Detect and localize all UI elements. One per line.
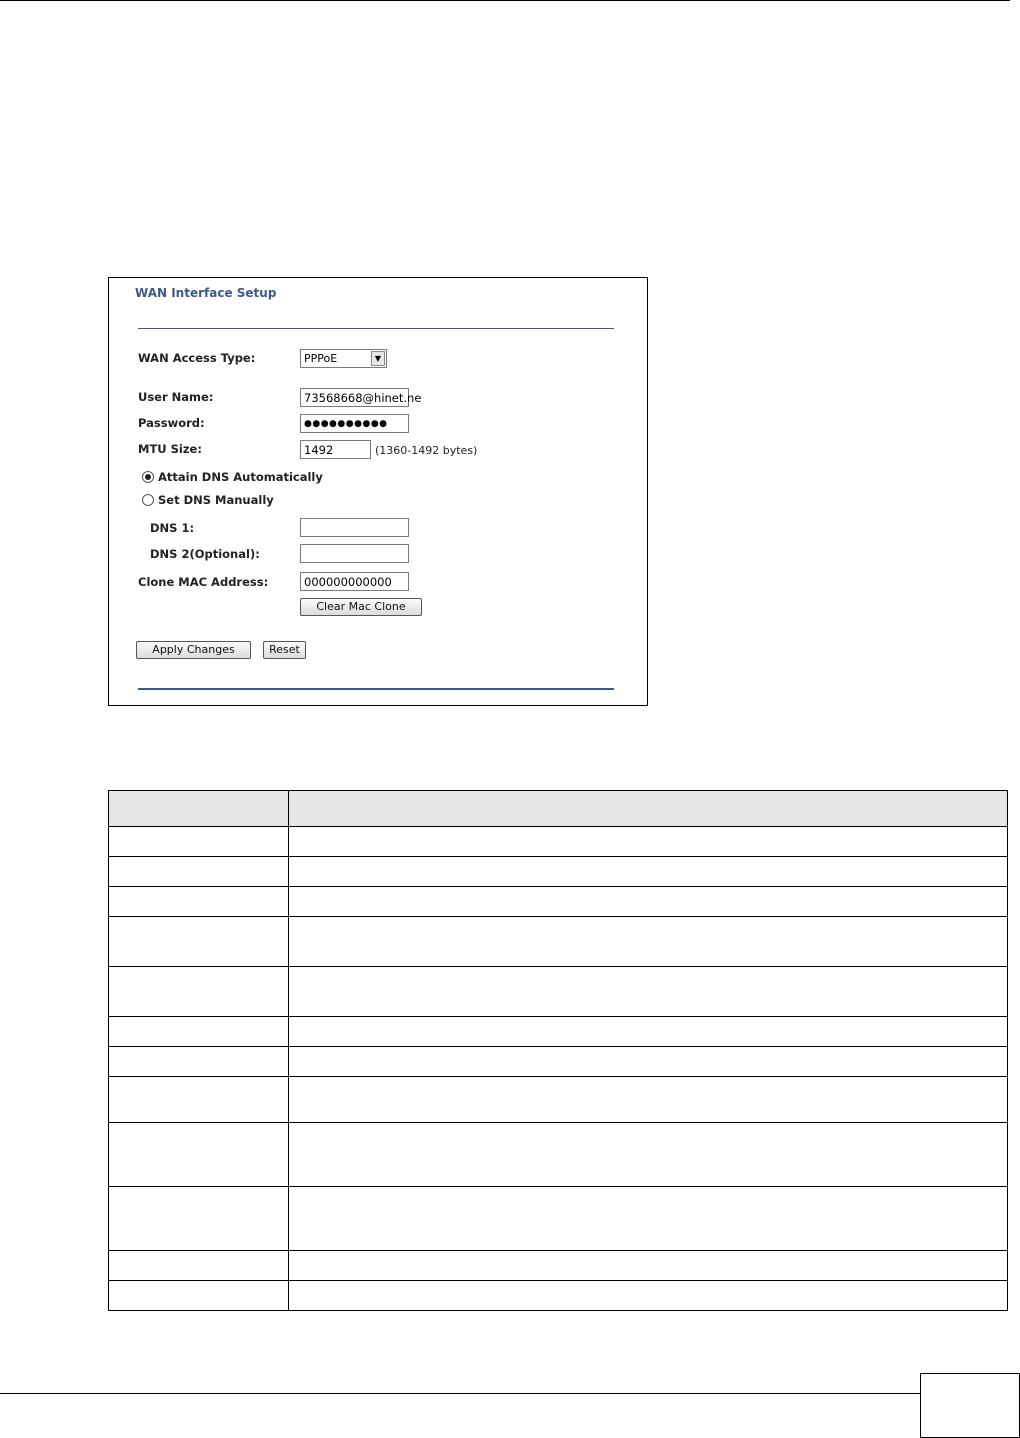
table-cell: [289, 827, 1008, 857]
clear-mac-clone-button[interactable]: Clear Mac Clone: [300, 598, 422, 616]
mtu-size-label: MTU Size:: [138, 442, 202, 456]
table-cell: [289, 887, 1008, 917]
table-cell: [109, 827, 289, 857]
page-header-rule: [0, 0, 1010, 1]
dns2-input[interactable]: [300, 544, 409, 563]
table-cell: [109, 1077, 289, 1123]
table-cell: [109, 857, 289, 887]
page-number-box: [920, 1373, 1020, 1438]
table-cell: [109, 1187, 289, 1251]
dns1-label: DNS 1:: [150, 521, 195, 535]
table-cell: [289, 1077, 1008, 1123]
table-cell: [289, 1281, 1008, 1311]
table-cell: [289, 1187, 1008, 1251]
dns-auto-label: Attain DNS Automatically: [158, 470, 323, 484]
table-row: [109, 1281, 1008, 1311]
page-footer-rule: [0, 1393, 920, 1394]
table-row: [109, 1123, 1008, 1187]
table-row: [109, 887, 1008, 917]
table-header-row: [109, 791, 1008, 827]
wan-access-type-label: WAN Access Type:: [138, 351, 256, 365]
table-header-cell: [289, 791, 1008, 827]
chevron-down-icon[interactable]: ▼: [371, 351, 385, 366]
table-cell: [109, 1017, 289, 1047]
table-row: [109, 967, 1008, 1017]
table-row: [109, 1187, 1008, 1251]
wan-interface-setup-screenshot: [108, 277, 648, 706]
table-row: [109, 857, 1008, 887]
dns-auto-radio[interactable]: [142, 471, 154, 483]
dns1-input[interactable]: [300, 518, 409, 537]
panel-top-divider: [138, 328, 614, 329]
dns-manual-radio[interactable]: [142, 494, 154, 506]
mtu-size-input[interactable]: 1492: [300, 440, 371, 459]
table-cell: [109, 1251, 289, 1281]
wan-access-type-value: PPPoE: [304, 352, 338, 365]
mtu-size-unit: (1360-1492 bytes): [375, 444, 478, 457]
user-name-label: User Name:: [138, 390, 214, 404]
dns-manual-label: Set DNS Manually: [158, 493, 274, 507]
table-row: [109, 1017, 1008, 1047]
password-label: Password:: [138, 416, 205, 430]
table-cell: [289, 1017, 1008, 1047]
table-cell: [109, 1281, 289, 1311]
table-row: [109, 827, 1008, 857]
table-cell: [289, 857, 1008, 887]
password-input[interactable]: ●●●●●●●●●●: [300, 414, 409, 433]
table-row: [109, 1047, 1008, 1077]
clone-mac-input[interactable]: 000000000000: [300, 572, 409, 591]
table-cell: [109, 967, 289, 1017]
table-cell: [109, 1123, 289, 1187]
field-description-table: [108, 790, 1008, 1311]
table-cell: [289, 917, 1008, 967]
reset-button[interactable]: Reset: [263, 641, 306, 659]
table-cell: [289, 967, 1008, 1017]
panel-title: WAN Interface Setup: [135, 286, 277, 300]
panel-bottom-divider: [138, 688, 614, 690]
radio-selected-dot: [145, 474, 151, 480]
table-row: [109, 1077, 1008, 1123]
table-row: [109, 917, 1008, 967]
table-cell: [109, 1047, 289, 1077]
table-cell: [289, 1123, 1008, 1187]
table-cell: [109, 887, 289, 917]
table-header-cell: [109, 791, 289, 827]
user-name-input[interactable]: 73568668@hinet.ne: [300, 388, 409, 407]
table-cell: [289, 1047, 1008, 1077]
table-cell: [109, 917, 289, 967]
dns2-label: DNS 2(Optional):: [150, 547, 260, 561]
apply-changes-button[interactable]: Apply Changes: [136, 641, 251, 659]
table-cell: [289, 1251, 1008, 1281]
clone-mac-label: Clone MAC Address:: [138, 575, 269, 589]
table-row: [109, 1251, 1008, 1281]
wan-access-type-select[interactable]: [300, 349, 387, 368]
